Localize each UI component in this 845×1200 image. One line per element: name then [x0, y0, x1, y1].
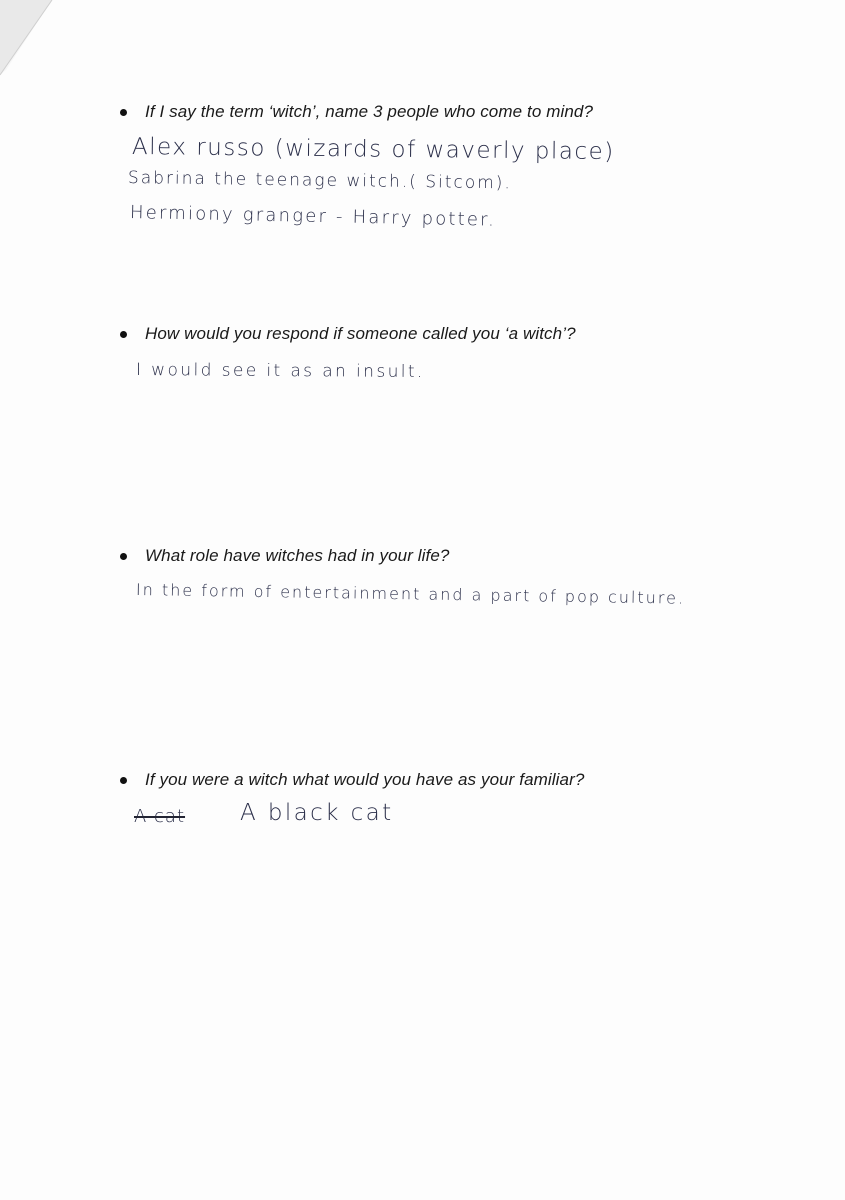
- folded-corner-shape: [0, 0, 60, 80]
- answer-3-line-1: In the form of entertainment and a part of pop culture.: [135, 580, 686, 608]
- question-3-text: What role have witches had in your life?: [145, 546, 450, 565]
- answer-1-line-3: Hermiony granger - Harry potter.: [129, 202, 497, 231]
- bullet-icon: [120, 331, 127, 338]
- question-2: [120, 324, 800, 344]
- bullet-icon: [120, 109, 127, 116]
- question-1-text: If I say the term ‘witch’, name 3 people who come to mind?: [145, 102, 594, 121]
- answer-2-line-1: I would see it as an insult.: [135, 360, 425, 383]
- bullet-icon: [120, 777, 127, 784]
- answer-1-line-1: Alex russo (wizards of waverly place): [131, 134, 615, 166]
- question-3: [120, 546, 800, 566]
- question-2-text: How would you respond if someone called you ‘a witch’?: [145, 324, 576, 343]
- question-1: [120, 102, 800, 122]
- answer-1-line-2: Sabrina the teenage witch.( Sitcom).: [127, 168, 512, 194]
- answer-4-struck-out: A cat: [134, 806, 186, 827]
- answer-4-line-1: A black cat: [240, 800, 394, 826]
- question-4-text: If you were a witch what would you have as your familiar?: [145, 770, 585, 789]
- bullet-icon: [120, 553, 127, 560]
- question-4: [120, 770, 800, 790]
